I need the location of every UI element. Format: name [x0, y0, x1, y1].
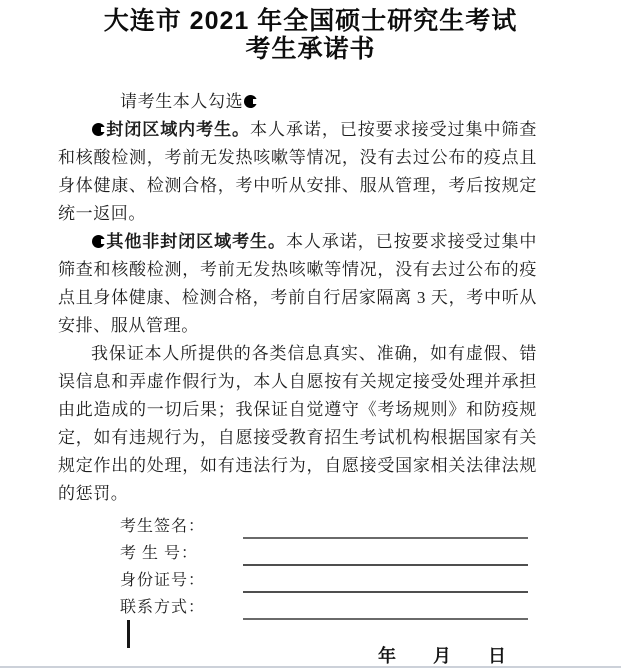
option-bullet-icon[interactable]: [92, 123, 105, 136]
signature-label: 考生签名：: [120, 518, 206, 535]
instruction-text: 请考生本人勾选: [120, 92, 244, 111]
title-line-2: 考生承诺书: [245, 35, 376, 63]
signature-form: [120, 512, 528, 620]
id-number-blank-line[interactable]: [243, 591, 528, 593]
option-bullet-icon: [244, 95, 257, 108]
date-month-label: 月: [433, 646, 451, 666]
option-label: 封闭区域内考生。: [106, 120, 251, 139]
date-line: [378, 642, 506, 668]
id-number-label: 身份证号：: [120, 572, 206, 589]
candidate-number-blank-line[interactable]: [243, 564, 528, 566]
option-body-text: 本人承诺，已按要求接受过集中筛查和核酸检测，考前无发热咳嗽等情况，没有去过公布的疫点且身体健康、检测合格，考中听从安排、服从管理，考后按规定统一返回。: [58, 120, 537, 223]
page-title: [0, 0, 621, 63]
signature-blank-line[interactable]: [243, 537, 528, 539]
title-line-1: 大连市 2021 年全国硕士研究生考试: [103, 7, 518, 35]
form-row-contact: [120, 593, 528, 620]
contact-label: 联系方式：: [120, 599, 206, 616]
pledge-paragraph: 我保证本人所提供的各类信息真实、准确，如有虚假、错误信息和弄虚作假行为，本人自愿按有关规定接受处理并承担由此造成的一切后果；我保证自觉遵守《考场规则》和防疫规定，如有违规行为，自愿接受教育招生考试机构根据国家有关规定作出的处理，如有违法行为，自愿接受国家相关法律法规的惩罚。: [58, 344, 537, 503]
date-day-label: 日: [488, 646, 506, 666]
form-row-candidate-number: [120, 539, 528, 566]
text-cursor: [127, 620, 130, 648]
form-row-id-number: [120, 566, 528, 593]
option-non-closed-area: [58, 228, 537, 340]
option-body-text: 本人承诺，已按要求接受过集中筛查和核酸检测，考前无发热咳嗽等情况，没有去过公布的疫点且身体健康、检测合格，考前自行居家隔离 3 天，考中听从安排、服从管理。: [58, 232, 538, 335]
document-body: [58, 88, 537, 508]
date-year-label: 年: [378, 646, 396, 666]
option-bullet-icon[interactable]: [92, 235, 105, 248]
option-label: 其他非封闭区域考生。: [106, 232, 286, 251]
contact-blank-line[interactable]: [243, 618, 528, 620]
candidate-number-label: 考 生 号：: [120, 545, 199, 562]
option-closed-area: [58, 116, 537, 228]
page-bottom-divider: [0, 666, 621, 668]
form-row-signature: [120, 512, 528, 539]
instruction-line: [58, 88, 537, 116]
